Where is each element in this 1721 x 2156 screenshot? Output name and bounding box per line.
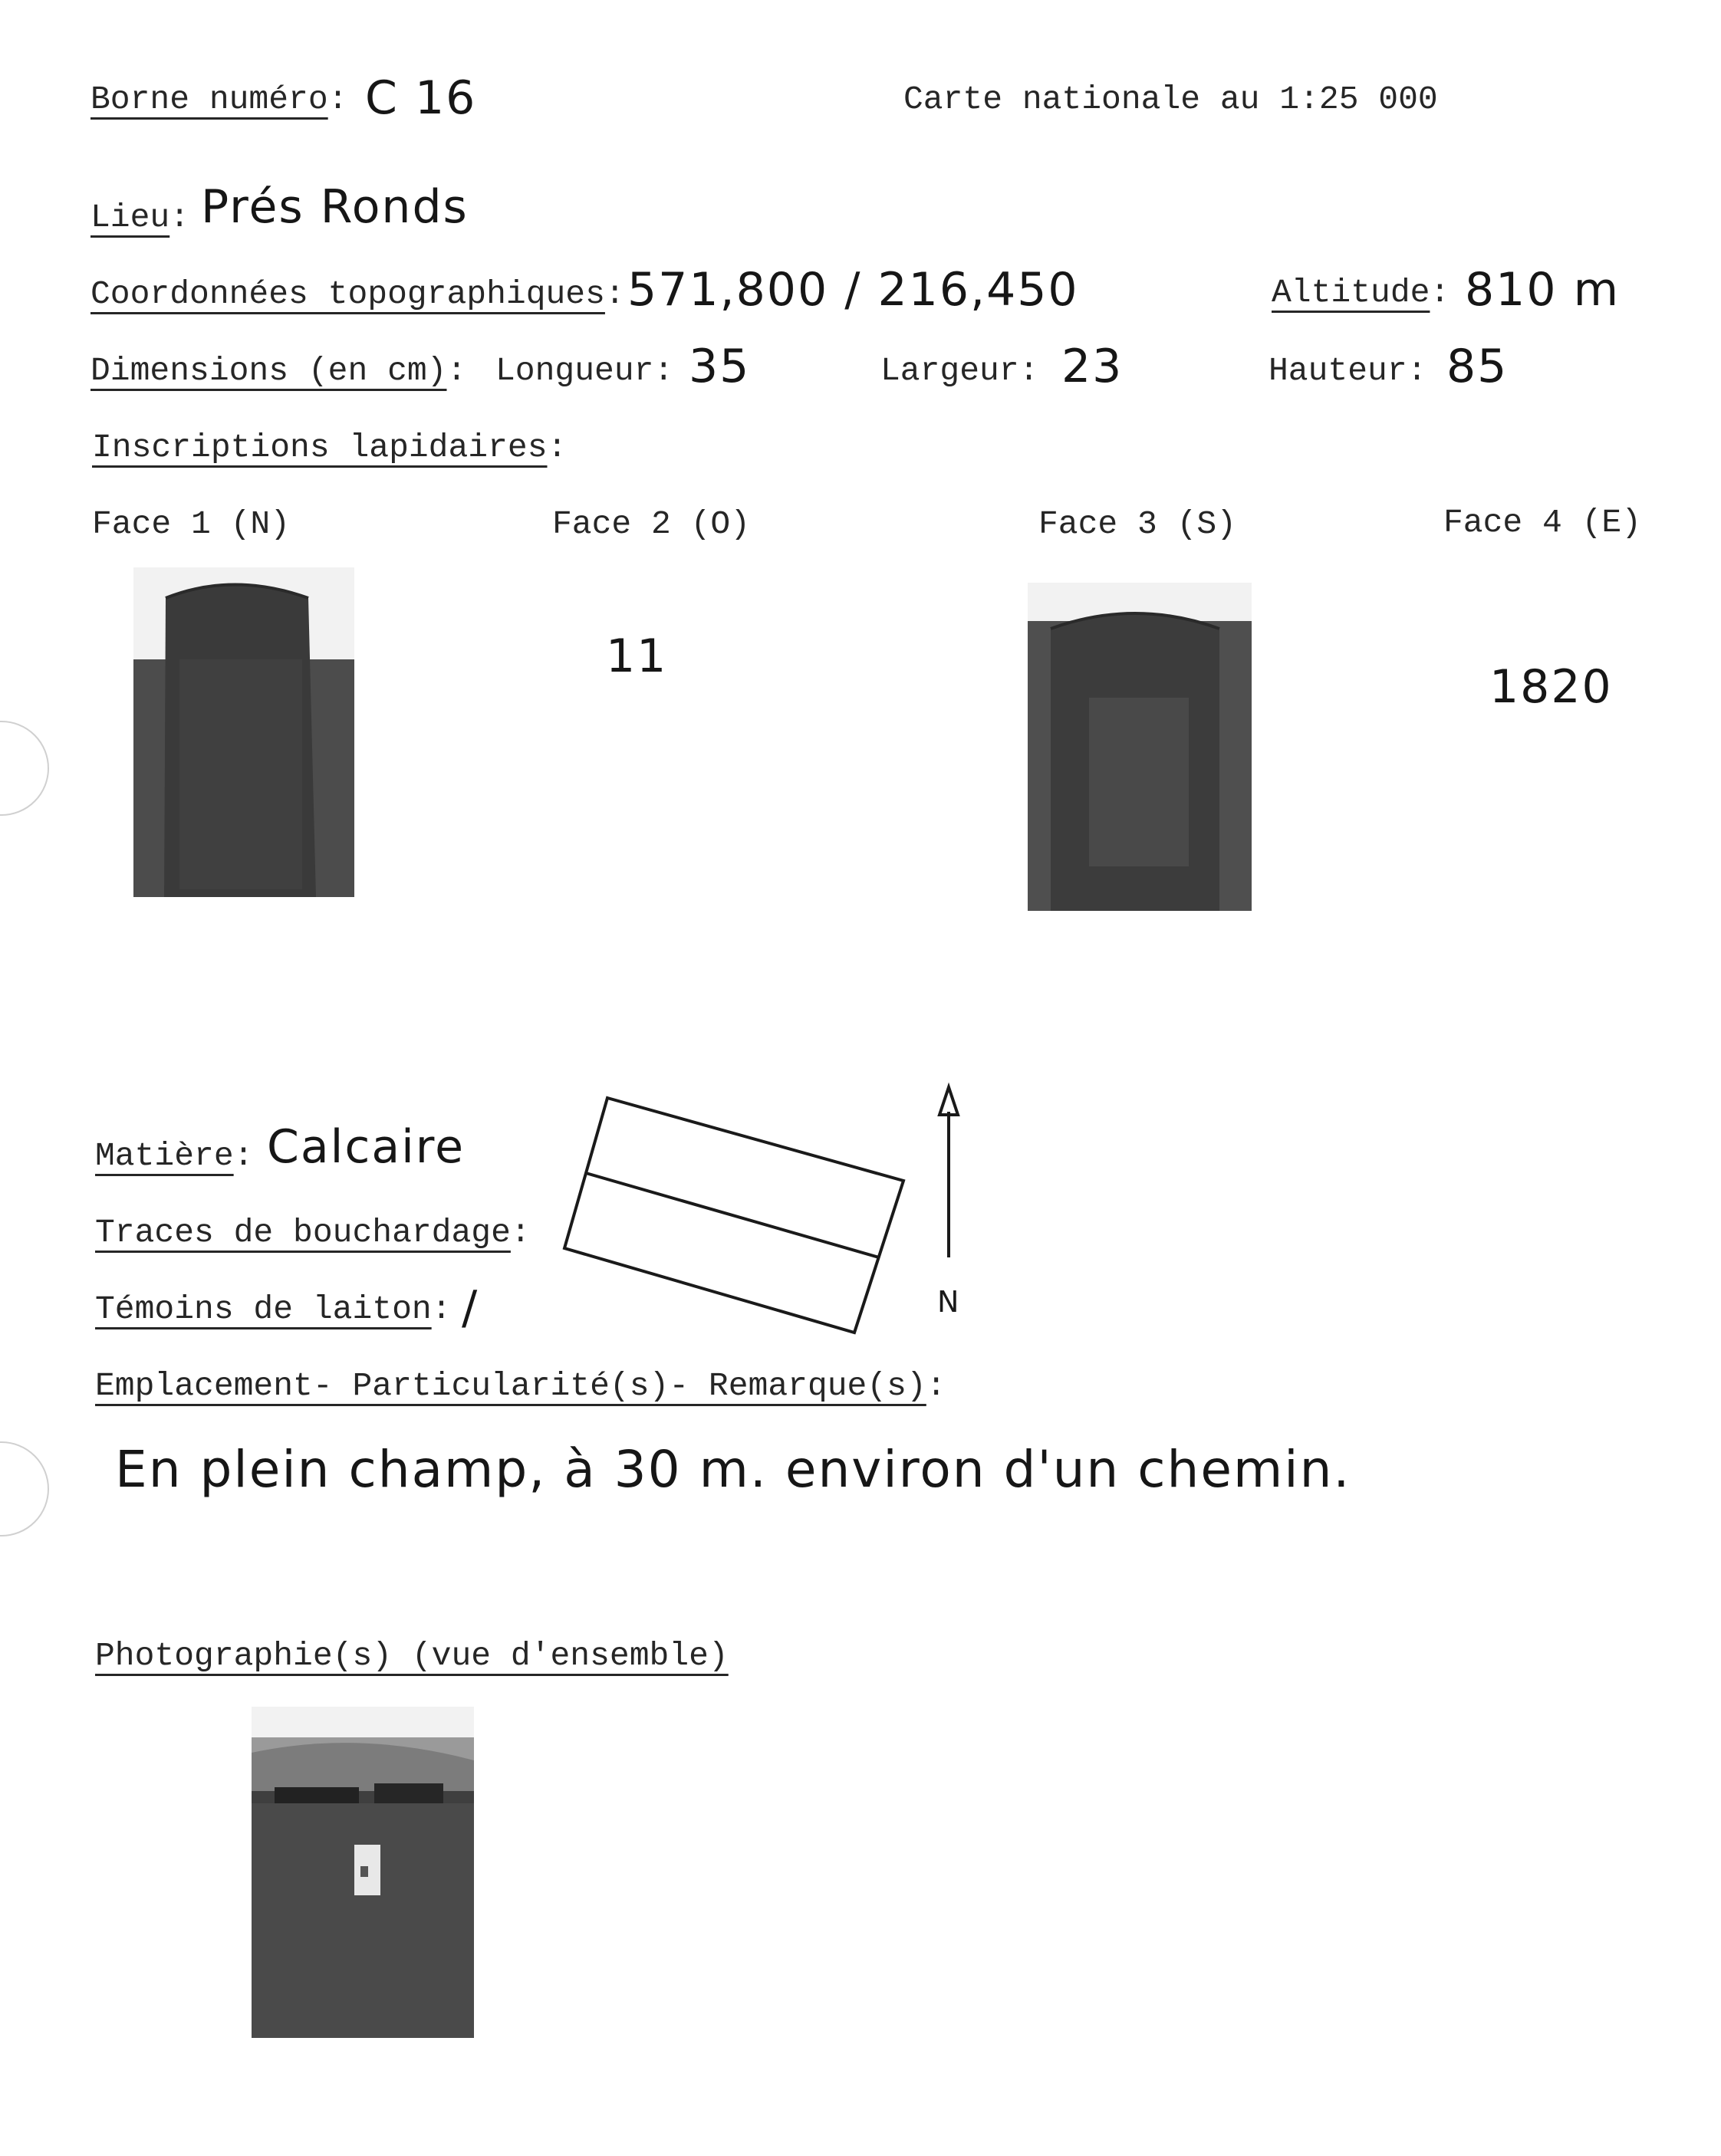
coordonnees-value: 571,800 / 216,450 [627, 263, 1079, 317]
hauteur-value: 85 [1446, 340, 1509, 393]
bouchardage-label: Traces de bouchardage [95, 1214, 511, 1251]
colon: : [446, 352, 467, 389]
lieu-value: Prés Ronds [201, 180, 469, 234]
longueur-label: Longueur: [495, 352, 674, 389]
lieu-field [90, 201, 189, 234]
laiton-field [95, 1290, 452, 1328]
inscriptions-field [92, 431, 567, 464]
colon: : [604, 275, 625, 313]
face-3-photo [1028, 583, 1252, 911]
borne-field [90, 83, 347, 116]
borne-value: C 16 [365, 71, 477, 125]
photographie-label: Photographie(s) (vue d'ensemble) [95, 1637, 729, 1675]
stone-orientation-sketch [560, 1089, 928, 1342]
colon: : [327, 81, 348, 118]
dimensions-label: Dimensions (en cm) [90, 352, 447, 389]
coordonnees-label: Coordonnées topographiques [90, 275, 605, 313]
colon: : [926, 1367, 946, 1405]
lieu-label: Lieu [90, 199, 170, 236]
colon: : [431, 1290, 452, 1328]
largeur-label: Largeur: [880, 352, 1039, 389]
face-2-inscription: 11 [606, 629, 668, 683]
face-1-photo [133, 567, 354, 897]
remarques-label: Emplacement- Particularité(s)- Remarque(s) [95, 1367, 926, 1405]
longueur-value: 35 [689, 340, 751, 393]
laiton-value: / [462, 1281, 479, 1335]
colon: : [169, 199, 190, 236]
punch-hole-top [0, 721, 49, 816]
face-3-label: Face 3 (S) [1038, 505, 1237, 543]
hauteur-label: Hauteur: [1269, 352, 1427, 389]
coordonnees-field [90, 275, 625, 313]
altitude-field [1272, 276, 1450, 309]
colon: : [1430, 274, 1450, 311]
remarques-field [95, 1367, 946, 1405]
matiere-value: Calcaire [267, 1120, 466, 1174]
inscriptions-label: Inscriptions lapidaires [92, 429, 548, 466]
altitude-label: Altitude [1272, 274, 1430, 311]
face-1-label: Face 1 (N) [92, 505, 291, 543]
north-label: N [937, 1285, 959, 1319]
carte-label: Carte nationale au 1:25 000 [903, 81, 1438, 118]
punch-hole-bottom [0, 1441, 49, 1536]
laiton-label: Témoins de laiton [95, 1290, 432, 1328]
altitude-value: 810 m [1465, 263, 1621, 317]
largeur-value: 23 [1061, 340, 1124, 393]
bouchardage-field [95, 1216, 531, 1249]
borne-label: Borne numéro [90, 81, 328, 118]
north-arrow-icon [930, 1081, 968, 1265]
overview-photo [252, 1707, 474, 2038]
colon: : [233, 1137, 254, 1175]
matiere-field [95, 1137, 254, 1175]
face-4-label: Face 4 (E) [1443, 504, 1642, 541]
matiere-label: Matière [95, 1137, 234, 1175]
dimensions-field [90, 354, 466, 387]
remarques-value: En plein champ, à 30 m. environ d'un chemin. [115, 1440, 1351, 1499]
face-4-inscription: 1820 [1489, 660, 1613, 714]
colon: : [510, 1214, 531, 1251]
colon: : [547, 429, 568, 466]
face-2-label: Face 2 (O) [552, 505, 751, 543]
